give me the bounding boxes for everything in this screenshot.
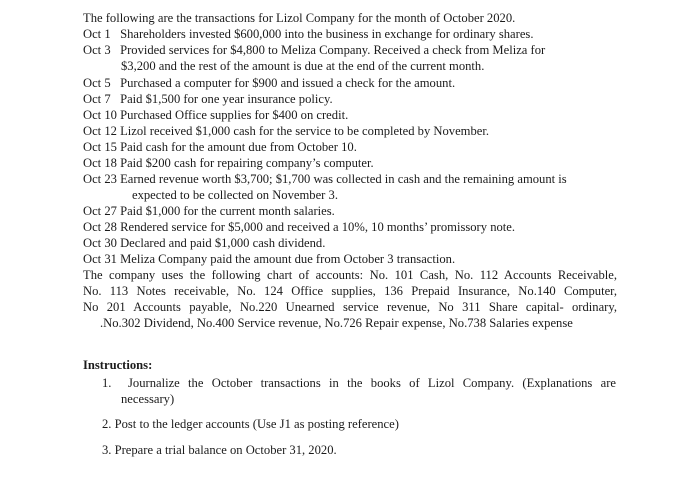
- chart-of-accounts-line-2: No. 113 Notes receivable, No. 124 Office supplies, 136 Prepaid Insurance, No.140 Computer,: [83, 284, 617, 298]
- transaction-oct-15: Oct 15 Paid cash for the amount due from October 10.: [83, 140, 357, 154]
- transaction-oct-23-continued: expected to be collected on November 3.: [132, 188, 338, 202]
- transaction-oct-23: Oct 23 Earned revenue worth $3,700; $1,700 was collected in cash and the remaining amount is: [83, 172, 567, 186]
- transaction-oct-5: Oct 5 Purchased a computer for $900 and issued a check for the amount.: [83, 76, 456, 90]
- instruction-item-1-continued: necessary): [121, 392, 175, 406]
- transaction-oct-7: Oct 7 Paid $1,500 for one year insurance policy.: [83, 92, 333, 106]
- transaction-oct-3-continued: $3,200 and the rest of the amount is due at the end of the current month.: [121, 59, 485, 73]
- transaction-oct-30: Oct 30 Declared and paid $1,000 cash dividend.: [83, 236, 326, 250]
- chart-of-accounts-line-1: The company uses the following chart of accounts: No. 101 Cash, No. 112 Accounts Receivable,: [83, 268, 617, 282]
- transaction-oct-1: Oct 1 Shareholders invested $600,000 into the business in exchange for ordinary shares.: [83, 27, 534, 41]
- transaction-oct-18: Oct 18 Paid $200 cash for repairing company’s computer.: [83, 156, 374, 170]
- instructions-heading: Instructions:: [83, 358, 153, 372]
- transaction-oct-12: Oct 12 Lizol received $1,000 cash for the service to be completed by November.: [83, 124, 490, 138]
- chart-of-accounts-line-4: .No.302 Dividend, No.400 Service revenue, No.726 Repair expense, No.738 Salaries expense: [100, 316, 573, 330]
- transaction-oct-31: Oct 31 Meliza Company paid the amount due from October 3 transaction.: [83, 252, 456, 266]
- instruction-item-1: 1. Journalize the October transactions in the books of Lizol Company. (Explanations are: [102, 376, 616, 390]
- transaction-oct-28: Oct 28 Rendered service for $5,000 and received a 10%, 10 months’ promissory note.: [83, 220, 516, 234]
- intro-text: The following are the transactions for Lizol Company for the month of October 2020.: [83, 11, 516, 25]
- instruction-item-3: 3. Prepare a trial balance on October 31, 2020.: [102, 443, 337, 457]
- transaction-oct-3: Oct 3 Provided services for $4,800 to Meliza Company. Received a check from Meliza for: [83, 43, 546, 57]
- chart-of-accounts-line-3: No 201 Accounts payable, No.220 Unearned service revenue, No 311 Share capital- ordinary,: [83, 300, 617, 314]
- instruction-item-2: 2. Post to the ledger accounts (Use J1 as posting reference): [102, 417, 399, 431]
- transaction-oct-27: Oct 27 Paid $1,000 for the current month salaries.: [83, 204, 335, 218]
- transaction-oct-10: Oct 10 Purchased Office supplies for $400 on credit.: [83, 108, 349, 122]
